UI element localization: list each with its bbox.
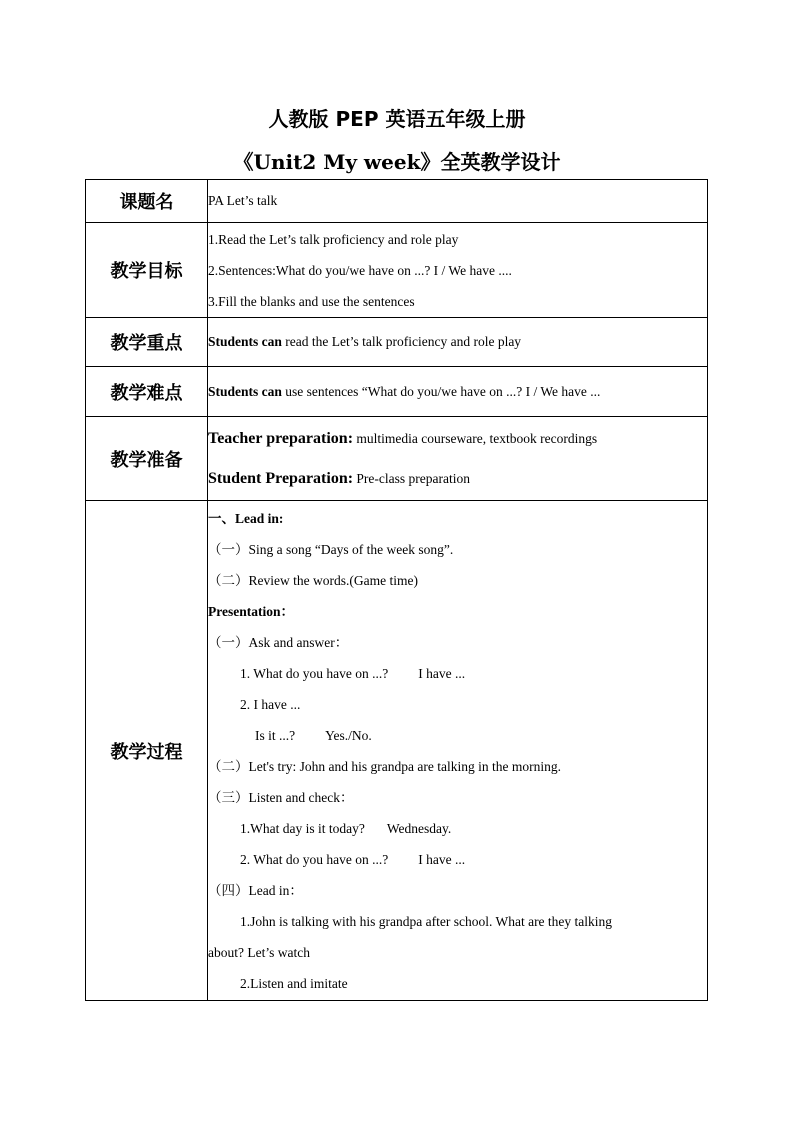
- row-preparation: [86, 417, 708, 501]
- process-line: （一）Ask and answer：: [208, 634, 349, 650]
- process-value: [208, 501, 708, 1001]
- row-difficulty: [86, 367, 708, 417]
- student-preparation-label: Student Preparation:: [208, 469, 354, 487]
- question-text: Is it ...?: [255, 727, 296, 743]
- teacher-preparation-text: multimedia courseware, textbook recordings: [353, 430, 598, 446]
- student-preparation: [208, 459, 707, 499]
- lesson-plan-table: [85, 179, 708, 1001]
- goal-item: 3.Fill the blanks and use the sentences: [208, 293, 415, 309]
- label-topic: 课题名: [86, 180, 208, 223]
- row-process: [86, 501, 708, 1001]
- difficulty-text: use sentences “What do you/we have on ...? I / We have ...: [281, 383, 601, 399]
- process-line: 2.Listen and imitate: [240, 975, 348, 991]
- question-text: 1. What do you have on ...?: [240, 665, 389, 681]
- topic-text: PA Let’s talk: [208, 193, 278, 208]
- process-line: （三）Listen and check：: [208, 789, 354, 805]
- goal-item: 2.Sentences:What do you/we have on ...? I / We have ....: [208, 262, 512, 278]
- process-line: （一）Sing a song “Days of the week song”.: [208, 541, 454, 557]
- topic-value: [208, 180, 708, 223]
- answer-text: I have ...: [418, 851, 466, 867]
- row-topic: [86, 180, 708, 223]
- document-subtitle: 《Unit2 My week》全英教学设计: [233, 150, 561, 174]
- preparation-value: [208, 417, 708, 501]
- label-difficulty: 教学难点: [86, 367, 208, 417]
- question-text: 2. What do you have on ...?: [240, 851, 389, 867]
- answer-text: I have ...: [418, 665, 466, 681]
- teacher-preparation-label: Teacher preparation:: [208, 429, 354, 447]
- goal-item: 1.Read the Let’s talk proficiency and role play: [208, 231, 459, 247]
- label-goals: 教学目标: [86, 223, 208, 318]
- process-line: （二）Let's try: John and his grandpa are talking in the morning.: [208, 758, 561, 774]
- presentation-heading: Presentation：: [208, 603, 294, 619]
- label-process: 教学过程: [86, 501, 208, 1001]
- lead-in-heading: 一、Lead in:: [208, 510, 284, 526]
- row-goals: [86, 223, 708, 318]
- process-line: about? Let’s watch: [208, 944, 310, 960]
- process-line: （四）Lead in：: [208, 882, 303, 898]
- key-points-value: [208, 318, 708, 367]
- label-preparation: 教学准备: [86, 417, 208, 501]
- answer-text: Wednesday.: [386, 820, 452, 836]
- student-preparation-text: Pre-class preparation: [353, 470, 470, 486]
- process-line: 1.John is talking with his grandpa after school. What are they talking: [240, 913, 613, 929]
- process-line: 2. I have ...: [240, 696, 301, 712]
- teacher-preparation: [208, 419, 707, 459]
- process-line: （二）Review the words.(Game time): [208, 572, 418, 588]
- goals-value: [208, 223, 708, 318]
- process-line: [208, 720, 707, 751]
- key-points-bold: Students can: [208, 334, 282, 349]
- document-title: 人教版 PEP 英语五年级上册: [268, 107, 526, 131]
- difficulty-value: [208, 367, 708, 417]
- key-points-text: read the Let’s talk proficiency and role play: [281, 334, 522, 349]
- difficulty-bold: Students can: [208, 383, 282, 399]
- process-line: [208, 813, 707, 844]
- question-text: 1.What day is it today?: [240, 820, 365, 836]
- process-line: [208, 658, 707, 689]
- answer-text: Yes./No.: [325, 727, 372, 743]
- label-key-points: 教学重点: [86, 318, 208, 367]
- process-line: [208, 844, 707, 875]
- row-key-points: [86, 318, 708, 367]
